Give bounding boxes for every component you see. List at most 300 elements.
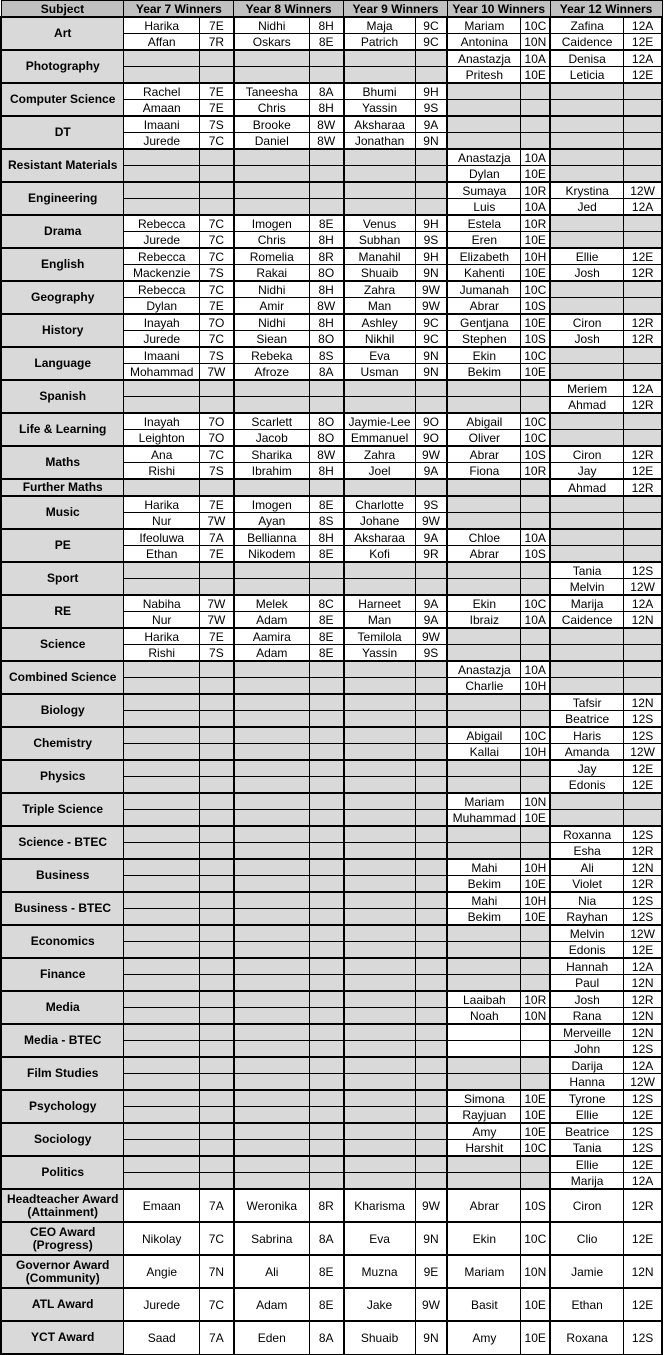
empty-cell: [124, 1008, 200, 1025]
winner-form: 10R: [521, 182, 550, 199]
subject-cell: Geography: [1, 281, 124, 314]
winner-name: Harika: [124, 17, 200, 34]
winner-name: Ifeoluwa: [124, 529, 200, 546]
empty-cell: [624, 810, 662, 827]
winner-form: 8A: [309, 364, 343, 381]
winner-name: Ellie: [550, 1107, 624, 1124]
winner-form: 10C: [521, 430, 550, 447]
empty-cell: [199, 810, 233, 827]
empty-cell: [344, 661, 416, 678]
empty-cell: [199, 843, 233, 860]
winner-name: Johane: [344, 513, 416, 530]
empty-cell: [415, 1107, 447, 1124]
empty-cell: [309, 67, 343, 84]
table-row: [1, 149, 662, 166]
table-row: [1, 859, 662, 876]
winner-form: 8S: [309, 347, 343, 364]
award-row: [1, 1222, 662, 1255]
subject-cell: English: [1, 248, 124, 281]
empty-cell: [624, 793, 662, 810]
empty-cell: [234, 380, 310, 397]
winner-form: 8O: [309, 265, 343, 282]
empty-cell: [199, 50, 233, 67]
winner-form: 7S: [199, 645, 233, 662]
winner-name: Luis: [447, 199, 521, 216]
winner-name: Jay: [550, 463, 624, 480]
winner-name: Harshit: [447, 1140, 521, 1157]
winner-name: Beatrice: [550, 1123, 624, 1140]
winner-name: Leighton: [124, 430, 200, 447]
subject-cell: Science: [1, 628, 124, 661]
winner-name: Bhumi: [344, 83, 416, 100]
empty-cell: [550, 149, 624, 166]
empty-cell: [124, 380, 200, 397]
empty-cell: [124, 1090, 200, 1107]
winner-name: Ali: [550, 859, 624, 876]
empty-cell: [309, 744, 343, 761]
winner-form: 10H: [521, 859, 550, 876]
winner-name: Ashley: [344, 314, 416, 331]
winner-form: 7O: [199, 314, 233, 331]
empty-cell: [199, 397, 233, 414]
empty-cell: [309, 760, 343, 777]
table-row: [1, 50, 662, 67]
winner-name: Bekim: [447, 364, 521, 381]
winner-name: Dylan: [447, 166, 521, 183]
empty-cell: [624, 166, 662, 183]
empty-cell: [309, 678, 343, 695]
winner-form: 12S: [624, 1140, 662, 1157]
winner-form: 10R: [521, 991, 550, 1008]
winner-name: Abigail: [447, 413, 521, 430]
winner-name: Mahi: [447, 859, 521, 876]
winner-form: 10S: [521, 298, 550, 315]
empty-cell: [199, 760, 233, 777]
winner-name: Stephen: [447, 331, 521, 348]
winner-name: Esha: [550, 843, 624, 860]
winner-name: Josh: [550, 265, 624, 282]
header-year12: Year 12 Winners: [550, 1, 662, 18]
empty-cell: [447, 942, 521, 959]
winner-name: Zahra: [344, 281, 416, 298]
winner-name: Chloe: [447, 529, 521, 546]
winner-form: 9A: [415, 595, 447, 612]
empty-cell: [344, 149, 416, 166]
table-row: [1, 479, 662, 496]
subject-cell: Economics: [1, 925, 124, 958]
empty-cell: [624, 546, 662, 563]
empty-cell: [309, 166, 343, 183]
empty-cell: [624, 133, 662, 150]
empty-cell: [447, 83, 521, 100]
winner-form: 12E: [624, 942, 662, 959]
winner-form: 8R: [309, 248, 343, 265]
winner-form: 9W: [415, 281, 447, 298]
winner-form: 7W: [199, 595, 233, 612]
empty-cell: [415, 1041, 447, 1058]
empty-cell: [234, 1156, 310, 1173]
winner-form: 8W: [309, 446, 343, 463]
winner-form: 12R: [624, 479, 662, 496]
empty-cell: [124, 67, 200, 84]
empty-cell: [124, 1057, 200, 1074]
winner-name: Maja: [344, 17, 416, 34]
winner-name: Jurede: [124, 1288, 200, 1321]
empty-cell: [124, 182, 200, 199]
winner-name: Romelia: [234, 248, 310, 265]
award-subject-cell: Governor Award (Community): [1, 1255, 124, 1288]
empty-cell: [124, 149, 200, 166]
winner-name: Anastazja: [447, 661, 521, 678]
empty-cell: [521, 380, 550, 397]
winner-name: Abigail: [447, 727, 521, 744]
empty-cell: [124, 958, 200, 975]
winner-form: 7W: [199, 364, 233, 381]
winner-form: 9S: [415, 100, 447, 117]
winner-form: 12A: [624, 1173, 662, 1190]
winner-form: 7E: [199, 83, 233, 100]
empty-cell: [624, 116, 662, 133]
empty-cell: [199, 711, 233, 728]
winner-name: Venus: [344, 215, 416, 232]
winner-name: Paul: [550, 975, 624, 992]
subject-cell: Computer Science: [1, 83, 124, 116]
empty-cell: [344, 1173, 416, 1190]
empty-cell: [199, 892, 233, 909]
winner-name: Jamie: [550, 1255, 624, 1288]
award-subject-cell: YCT Award: [1, 1321, 124, 1354]
winner-form: 12A: [624, 199, 662, 216]
winner-form: 8H: [309, 232, 343, 249]
winner-name: Melvin: [550, 579, 624, 596]
subject-cell: Business: [1, 859, 124, 892]
winner-form: 9W: [415, 628, 447, 645]
empty-cell: [415, 744, 447, 761]
winner-name: Kahenti: [447, 265, 521, 282]
empty-cell: [415, 876, 447, 893]
winner-name: Simona: [447, 1090, 521, 1107]
table-row: [1, 446, 662, 463]
empty-cell: [199, 1156, 233, 1173]
empty-cell: [234, 777, 310, 794]
winner-form: 9W: [415, 298, 447, 315]
winner-name: Harneet: [344, 595, 416, 612]
winner-name: Abrar: [447, 298, 521, 315]
empty-cell: [199, 777, 233, 794]
winner-form: 12R: [624, 397, 662, 414]
winner-form: 8S: [309, 513, 343, 530]
winner-form: 9H: [415, 83, 447, 100]
empty-cell: [124, 711, 200, 728]
empty-cell: [521, 562, 550, 579]
empty-cell: [447, 777, 521, 794]
empty-cell: [521, 579, 550, 596]
empty-cell: [521, 479, 550, 496]
table-row: [1, 83, 662, 100]
empty-cell: [344, 810, 416, 827]
empty-cell: [199, 1140, 233, 1157]
winner-form: 7E: [199, 546, 233, 563]
winner-form: 12W: [624, 579, 662, 596]
empty-cell: [309, 562, 343, 579]
winner-form: 12A: [624, 958, 662, 975]
winner-name: Bellianna: [234, 529, 310, 546]
empty-cell: [550, 496, 624, 513]
winner-form: 7C: [199, 1288, 233, 1321]
winner-form: 12N: [624, 859, 662, 876]
winner-name: Ciron: [550, 446, 624, 463]
winner-form: 12S: [624, 1090, 662, 1107]
empty-cell: [415, 1057, 447, 1074]
winner-form: 12N: [624, 1255, 662, 1288]
winner-name: Tyrone: [550, 1090, 624, 1107]
empty-cell: [521, 1156, 550, 1173]
subject-cell: Psychology: [1, 1090, 124, 1123]
empty-cell: [234, 1024, 310, 1041]
winner-form: 8E: [309, 546, 343, 563]
empty-cell: [199, 479, 233, 496]
winner-form: 9A: [415, 529, 447, 546]
empty-cell: [234, 892, 310, 909]
winner-name: Amy: [447, 1123, 521, 1140]
winner-form: 7C: [199, 133, 233, 150]
winner-name: Tania: [550, 562, 624, 579]
winner-form: 7C: [199, 331, 233, 348]
header-year7: Year 7 Winners: [124, 1, 234, 18]
winner-form: 12R: [624, 331, 662, 348]
empty-cell: [344, 991, 416, 1008]
winner-form: 12R: [624, 843, 662, 860]
empty-cell: [415, 50, 447, 67]
empty-cell: [199, 925, 233, 942]
empty-cell: [234, 661, 310, 678]
empty-cell: [309, 182, 343, 199]
empty-cell: [234, 50, 310, 67]
empty-cell: [199, 975, 233, 992]
empty-cell: [415, 397, 447, 414]
winner-form: 9W: [415, 513, 447, 530]
empty-cell: [199, 876, 233, 893]
winner-form: 12E: [624, 777, 662, 794]
winner-form: 9S: [415, 645, 447, 662]
winner-form: 9C: [415, 314, 447, 331]
winner-name: Amanda: [550, 744, 624, 761]
empty-cell: [415, 166, 447, 183]
winner-name: Afroze: [234, 364, 310, 381]
winner-form: 10N: [521, 793, 550, 810]
winner-name: Ethan: [550, 1288, 624, 1321]
winner-name: Roxanna: [550, 826, 624, 843]
empty-cell: [415, 925, 447, 942]
winner-name: Melek: [234, 595, 310, 612]
winner-name: Rakai: [234, 265, 310, 282]
winner-name: Oskars: [234, 34, 310, 51]
winner-form: 12W: [624, 1074, 662, 1091]
empty-cell: [624, 215, 662, 232]
subject-cell: Further Maths: [1, 479, 124, 496]
empty-cell: [309, 199, 343, 216]
empty-cell: [415, 793, 447, 810]
empty-cell: [624, 281, 662, 298]
subject-cell: Sport: [1, 562, 124, 595]
empty-cell: [521, 942, 550, 959]
empty-cell: [199, 744, 233, 761]
winner-form: 9S: [415, 496, 447, 513]
empty-cell: [199, 380, 233, 397]
empty-cell: [415, 1024, 447, 1041]
table-row: [1, 925, 662, 942]
winner-name: Weronika: [234, 1189, 310, 1222]
empty-cell: [344, 843, 416, 860]
empty-cell: [550, 793, 624, 810]
empty-cell: [415, 1173, 447, 1190]
empty-cell: [124, 859, 200, 876]
empty-cell: [234, 149, 310, 166]
empty-cell: [415, 1123, 447, 1140]
empty-cell: [309, 1024, 343, 1041]
empty-cell: [447, 513, 521, 530]
empty-cell: [415, 1090, 447, 1107]
empty-cell: [550, 116, 624, 133]
header-year8: Year 8 Winners: [234, 1, 344, 18]
winner-name: Aksharaa: [344, 116, 416, 133]
empty-cell: [550, 413, 624, 430]
table-row: [1, 727, 662, 744]
empty-cell: [550, 430, 624, 447]
empty-cell: [124, 579, 200, 596]
winner-form: 7E: [199, 17, 233, 34]
empty-cell: [415, 678, 447, 695]
winner-form: 8E: [309, 1255, 343, 1288]
empty-cell: [624, 529, 662, 546]
winner-name: Sabrina: [234, 1222, 310, 1255]
winner-name: Ekin: [447, 595, 521, 612]
winner-name: Rebecca: [124, 281, 200, 298]
winner-name: Chris: [234, 232, 310, 249]
winner-form: 10N: [521, 1255, 550, 1288]
empty-cell: [550, 628, 624, 645]
empty-cell: [344, 975, 416, 992]
table-body: [1, 17, 662, 1354]
winner-form: 12A: [624, 17, 662, 34]
winner-name: Adam: [234, 645, 310, 662]
table-row: [1, 1057, 662, 1074]
empty-cell: [415, 909, 447, 926]
winner-form: 10A: [521, 50, 550, 67]
winner-form: 7R: [199, 34, 233, 51]
winner-form: 8O: [309, 331, 343, 348]
winner-form: 10E: [521, 232, 550, 249]
winner-name: [447, 1024, 521, 1041]
winner-form: 12R: [624, 265, 662, 282]
winner-form: 12S: [624, 892, 662, 909]
winner-name: Zahra: [344, 446, 416, 463]
empty-cell: [415, 859, 447, 876]
winner-form: 10H: [521, 892, 550, 909]
empty-cell: [199, 942, 233, 959]
empty-cell: [124, 892, 200, 909]
empty-cell: [344, 199, 416, 216]
winner-name: Ethan: [124, 546, 200, 563]
winner-form: 7E: [199, 100, 233, 117]
winner-form: 7O: [199, 430, 233, 447]
empty-cell: [234, 182, 310, 199]
empty-cell: [624, 628, 662, 645]
empty-cell: [124, 760, 200, 777]
winner-form: 10E: [521, 1090, 550, 1107]
winner-form: 8E: [309, 628, 343, 645]
subject-cell: DT: [1, 116, 124, 149]
winner-form: 12S: [624, 1041, 662, 1058]
empty-cell: [447, 1173, 521, 1190]
empty-cell: [344, 711, 416, 728]
winner-name: Ellie: [550, 248, 624, 265]
empty-cell: [124, 793, 200, 810]
empty-cell: [447, 579, 521, 596]
empty-cell: [199, 859, 233, 876]
winner-name: Temilola: [344, 628, 416, 645]
empty-cell: [521, 777, 550, 794]
empty-cell: [447, 711, 521, 728]
winner-name: Anastazja: [447, 50, 521, 67]
empty-cell: [415, 1140, 447, 1157]
winner-name: Aamira: [234, 628, 310, 645]
winner-name: Abrar: [447, 546, 521, 563]
winner-form: 10E: [521, 265, 550, 282]
winner-form: 9N: [415, 265, 447, 282]
empty-cell: [309, 991, 343, 1008]
winner-form: 9C: [415, 17, 447, 34]
empty-cell: [124, 562, 200, 579]
empty-cell: [234, 876, 310, 893]
empty-cell: [124, 1156, 200, 1173]
empty-cell: [309, 925, 343, 942]
table-row: [1, 826, 662, 843]
winner-form: 9C: [415, 331, 447, 348]
empty-cell: [124, 876, 200, 893]
winner-name: Sharika: [234, 446, 310, 463]
winner-name: Meriem: [550, 380, 624, 397]
empty-cell: [344, 727, 416, 744]
empty-cell: [447, 645, 521, 662]
empty-cell: [415, 380, 447, 397]
empty-cell: [124, 975, 200, 992]
empty-cell: [447, 1074, 521, 1091]
empty-cell: [309, 1140, 343, 1157]
empty-cell: [234, 843, 310, 860]
winner-name: Noah: [447, 1008, 521, 1025]
winner-form: 10N: [521, 34, 550, 51]
empty-cell: [550, 347, 624, 364]
header-subject: Subject: [1, 1, 124, 18]
winner-name: Nidhi: [234, 281, 310, 298]
empty-cell: [309, 1173, 343, 1190]
winner-form: 10S: [521, 331, 550, 348]
winner-name: Roxana: [550, 1321, 624, 1354]
winner-name: Jaymie-Lee: [344, 413, 416, 430]
winner-name: Ibrahim: [234, 463, 310, 480]
winner-form: 9W: [415, 1189, 447, 1222]
winner-form: 7E: [199, 298, 233, 315]
winner-form: 12N: [624, 612, 662, 629]
empty-cell: [624, 298, 662, 315]
empty-cell: [234, 694, 310, 711]
empty-cell: [344, 182, 416, 199]
winner-form: 8E: [309, 612, 343, 629]
table-row: [1, 958, 662, 975]
winner-form: 12N: [624, 1008, 662, 1025]
winner-form: 8H: [309, 463, 343, 480]
